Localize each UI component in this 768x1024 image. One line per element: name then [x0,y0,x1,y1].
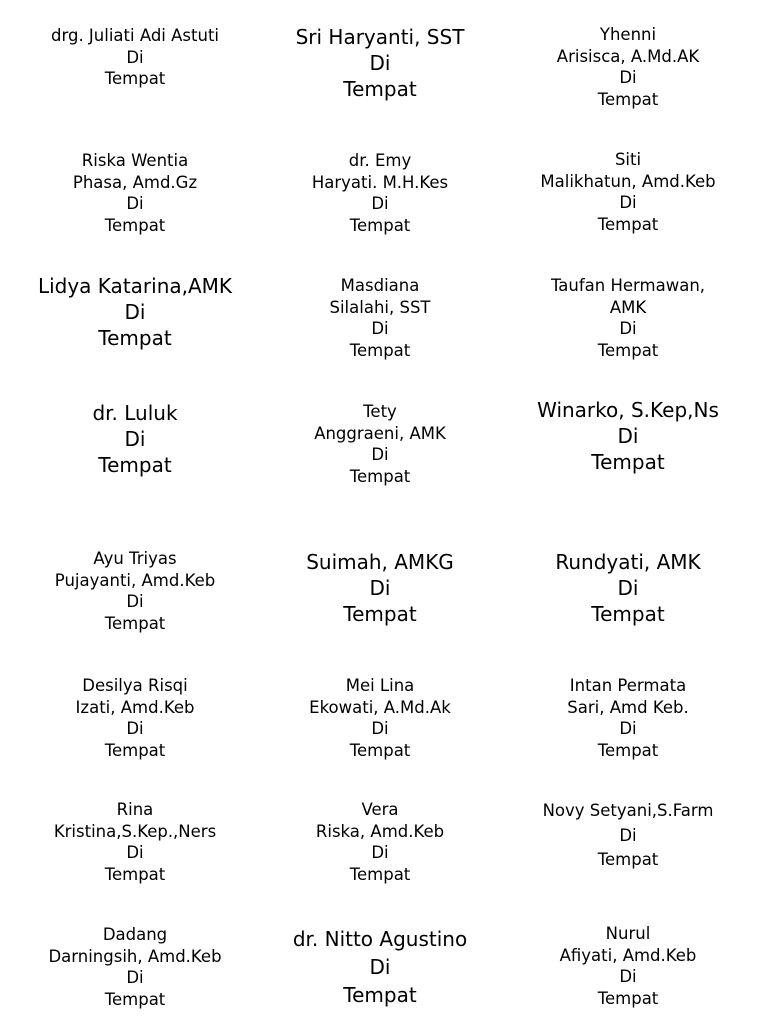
di-text: Di [619,967,637,986]
recipient-name: Vera Riska, Amd.Keb [315,800,445,841]
recipient-name: drg. Juliati Adi Astuti [51,26,219,45]
address-label-24 [560,923,697,1009]
recipient-name: Mei Lina Ekowati, A.Md.Ak [309,676,451,717]
di-text: Di [371,194,389,213]
di-text: Di [371,445,389,464]
tempat-text: Tempat [597,740,659,760]
recipient-name: Sri Haryanti, SST [295,25,465,49]
recipient-name: Tety Anggraeni, AMK [314,402,446,443]
address-label-5 [312,150,448,236]
recipient-name: Novy Setyani,S.Farm [542,801,714,820]
tempat-text: Tempat [349,864,411,884]
recipient-name: dr. Luluk [92,401,178,425]
recipient-name: Winarko, S.Kep,Ns [537,398,719,422]
di-text: Di [617,424,639,448]
address-label-19 [54,799,216,885]
tempat-text: Tempat [104,613,166,633]
recipient-name: Rundyati, AMK [555,550,701,574]
recipient-name: Siti Malikhatun, Amd.Keb [540,150,716,191]
di-text: Di [124,427,146,451]
recipient-name: Lidya Katarina,AMK [37,274,233,298]
tempat-text: Tempat [104,69,166,88]
recipient-name: Riska Wentia Phasa, Amd.Gz [72,151,198,192]
tempat-text: Tempat [349,340,411,360]
address-label-6 [540,149,715,235]
di-text: Di [126,843,144,862]
address-label-1 [51,25,219,90]
tempat-text: Tempat [591,602,665,626]
tempat-text: Tempat [104,215,166,235]
di-text: Di [369,955,391,979]
tempat-text: Tempat [597,850,659,869]
di-text: Di [126,194,144,213]
tempat-text: Tempat [343,602,417,626]
address-label-10 [92,400,177,478]
address-label-13 [55,548,215,634]
address-label-14 [306,549,454,627]
address-label-11 [314,401,446,487]
di-text: Di [619,719,637,738]
recipient-name: dr. Nitto Agustino [292,927,468,951]
di-text: Di [619,825,637,845]
di-text: Di [126,47,144,67]
address-label-18 [567,675,688,761]
recipient-name: Yhenni Arisisca, A.Md.AK [556,25,700,66]
recipient-name: dr. Emy Haryati. M.H.Kes [311,151,449,192]
tempat-text: Tempat [104,989,166,1009]
recipient-name: Masdiana Silalahi, SST [329,276,431,317]
di-text: Di [619,319,637,338]
address-label-12 [537,397,719,475]
di-text: Di [369,51,391,75]
tempat-text: Tempat [597,340,659,360]
tempat-text: Tempat [104,740,166,760]
di-text: Di [124,300,146,324]
address-label-16 [76,675,195,761]
tempat-text: Tempat [597,89,659,109]
recipient-name: Nurul Afiyati, Amd.Keb [559,924,697,965]
tempat-text: Tempat [591,450,665,474]
tempat-text: Tempat [104,864,166,884]
di-text: Di [369,576,391,600]
tempat-text: Tempat [98,326,172,350]
recipient-name: Intan Permata Sari, Amd Keb. [567,676,689,717]
tempat-text: Tempat [597,988,659,1008]
address-label-2 [296,24,465,102]
recipient-name: Dadang Darningsih, Amd.Keb [48,925,222,966]
di-text: Di [126,592,144,611]
recipient-name: Rina Kristina,S.Kep.,Ners [53,800,217,841]
address-label-21 [543,799,714,873]
tempat-text: Tempat [343,77,417,101]
di-text: Di [619,68,637,87]
tempat-text: Tempat [349,466,411,486]
recipient-name: Ayu Triyas Pujayanti, Amd.Keb [54,549,216,590]
address-label-23 [293,925,467,1009]
tempat-text: Tempat [349,215,411,235]
tempat-text: Tempat [597,214,659,234]
di-text: Di [371,319,389,338]
address-label-20 [316,799,444,885]
di-text: Di [617,576,639,600]
recipient-name: Desilya Risqi Izati, Amd.Keb [75,676,195,717]
address-label-4 [73,150,197,236]
tempat-text: Tempat [98,453,172,477]
address-label-8 [329,275,430,361]
di-text: Di [126,719,144,738]
di-text: Di [371,843,389,862]
recipient-name: Taufan Hermawan, AMK [550,276,706,317]
di-text: Di [126,968,144,987]
address-label-9 [551,275,705,361]
tempat-text: Tempat [349,740,411,760]
recipient-name: Suimah, AMKG [306,550,454,574]
di-text: Di [371,719,389,738]
tempat-text: Tempat [343,983,417,1007]
address-label-17 [309,675,451,761]
address-label-7 [38,273,232,351]
address-label-15 [555,549,700,627]
address-label-22 [48,924,221,1010]
di-text: Di [619,193,637,212]
address-label-3 [557,24,699,110]
